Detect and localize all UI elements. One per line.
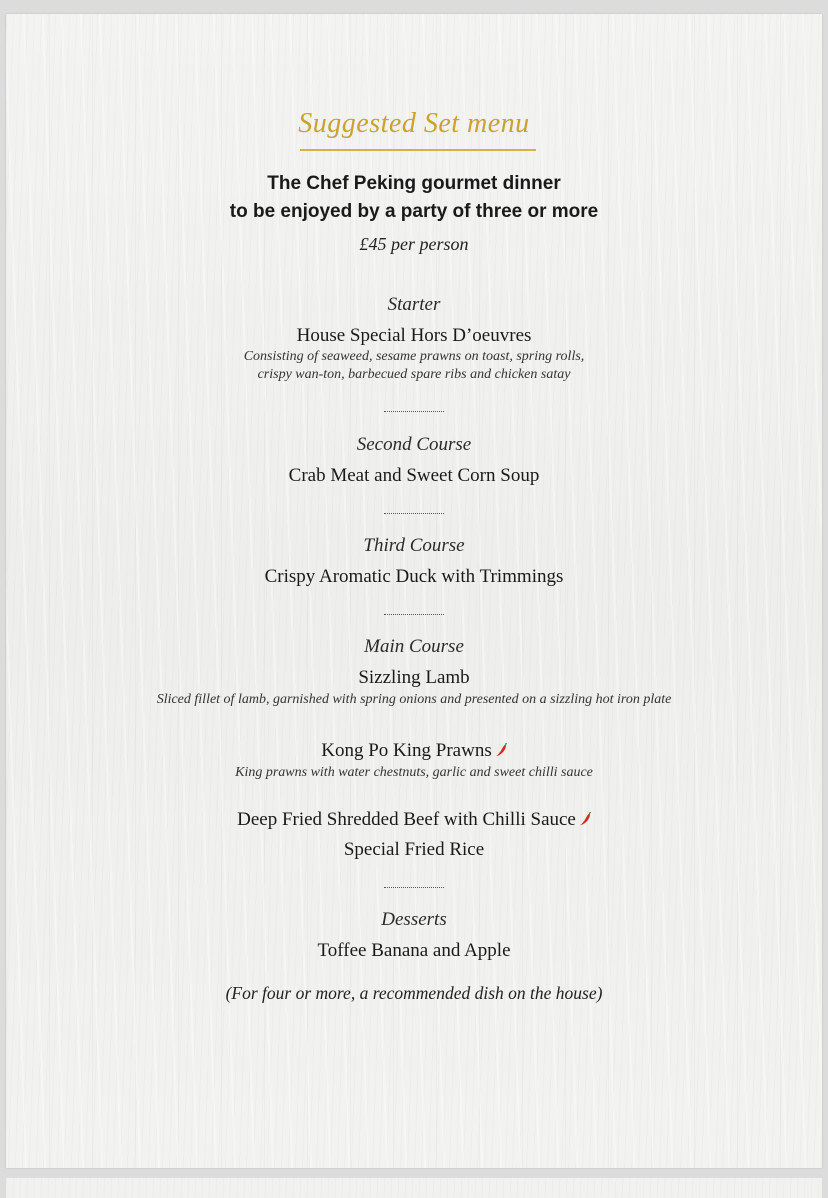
starter-description-line-2: crispy wan-ton, barbecued spare ribs and chicken satay (257, 367, 571, 382)
course-third-heading: Third Course (363, 535, 465, 556)
price-per-person: £45 per person (359, 234, 469, 254)
main-dish-kong-po-prawns-description: King prawns with water chestnuts, garlic and sweet chilli sauce (235, 765, 593, 780)
menu-page (6, 14, 822, 1168)
course-second-heading: Second Course (356, 434, 472, 455)
main-dish-shredded-beef (6, 809, 822, 831)
main-dish-kong-po-prawns (6, 740, 822, 762)
main-dish-sizzling-lamb: Sizzling Lamb (358, 667, 470, 688)
dessert-dish: Toffee Banana and Apple (317, 940, 511, 961)
headline-line-2: to be enjoyed by a party of three or more (229, 201, 599, 222)
footnote: (For four or more, a recommended dish on the house) (225, 983, 603, 1003)
course-divider (384, 513, 444, 514)
headline-line-1: The Chef Peking gourmet dinner (267, 173, 561, 194)
title-underline (300, 149, 536, 151)
menu-title: Suggested Set menu (298, 108, 530, 139)
third-course-dish: Crispy Aromatic Duck with Trimmings (264, 566, 564, 587)
chili-icon (495, 743, 507, 757)
starter-dish: House Special Hors D’oeuvres (296, 325, 532, 346)
second-course-dish: Crab Meat and Sweet Corn Soup (288, 465, 540, 486)
next-page-edge (6, 1178, 822, 1198)
starter-description-line-1: Consisting of seaweed, sesame prawns on toast, spring rolls, (243, 349, 585, 364)
main-dish-kong-po-prawns-label: Kong Po King Prawns (321, 740, 492, 761)
main-dish-special-fried-rice: Special Fried Rice (343, 839, 485, 860)
course-main-heading: Main Course (364, 636, 464, 657)
course-divider (384, 411, 444, 412)
chili-icon (579, 812, 591, 826)
main-dish-shredded-beef-label: Deep Fried Shredded Beef with Chilli Sauce (237, 809, 576, 830)
course-divider (384, 614, 444, 615)
course-divider (384, 887, 444, 888)
main-dish-sizzling-lamb-description: Sliced fillet of lamb, garnished with spring onions and presented on a sizzling hot iron plate (156, 692, 672, 707)
course-starter-heading: Starter (387, 294, 441, 315)
course-desserts-heading: Desserts (381, 909, 447, 930)
